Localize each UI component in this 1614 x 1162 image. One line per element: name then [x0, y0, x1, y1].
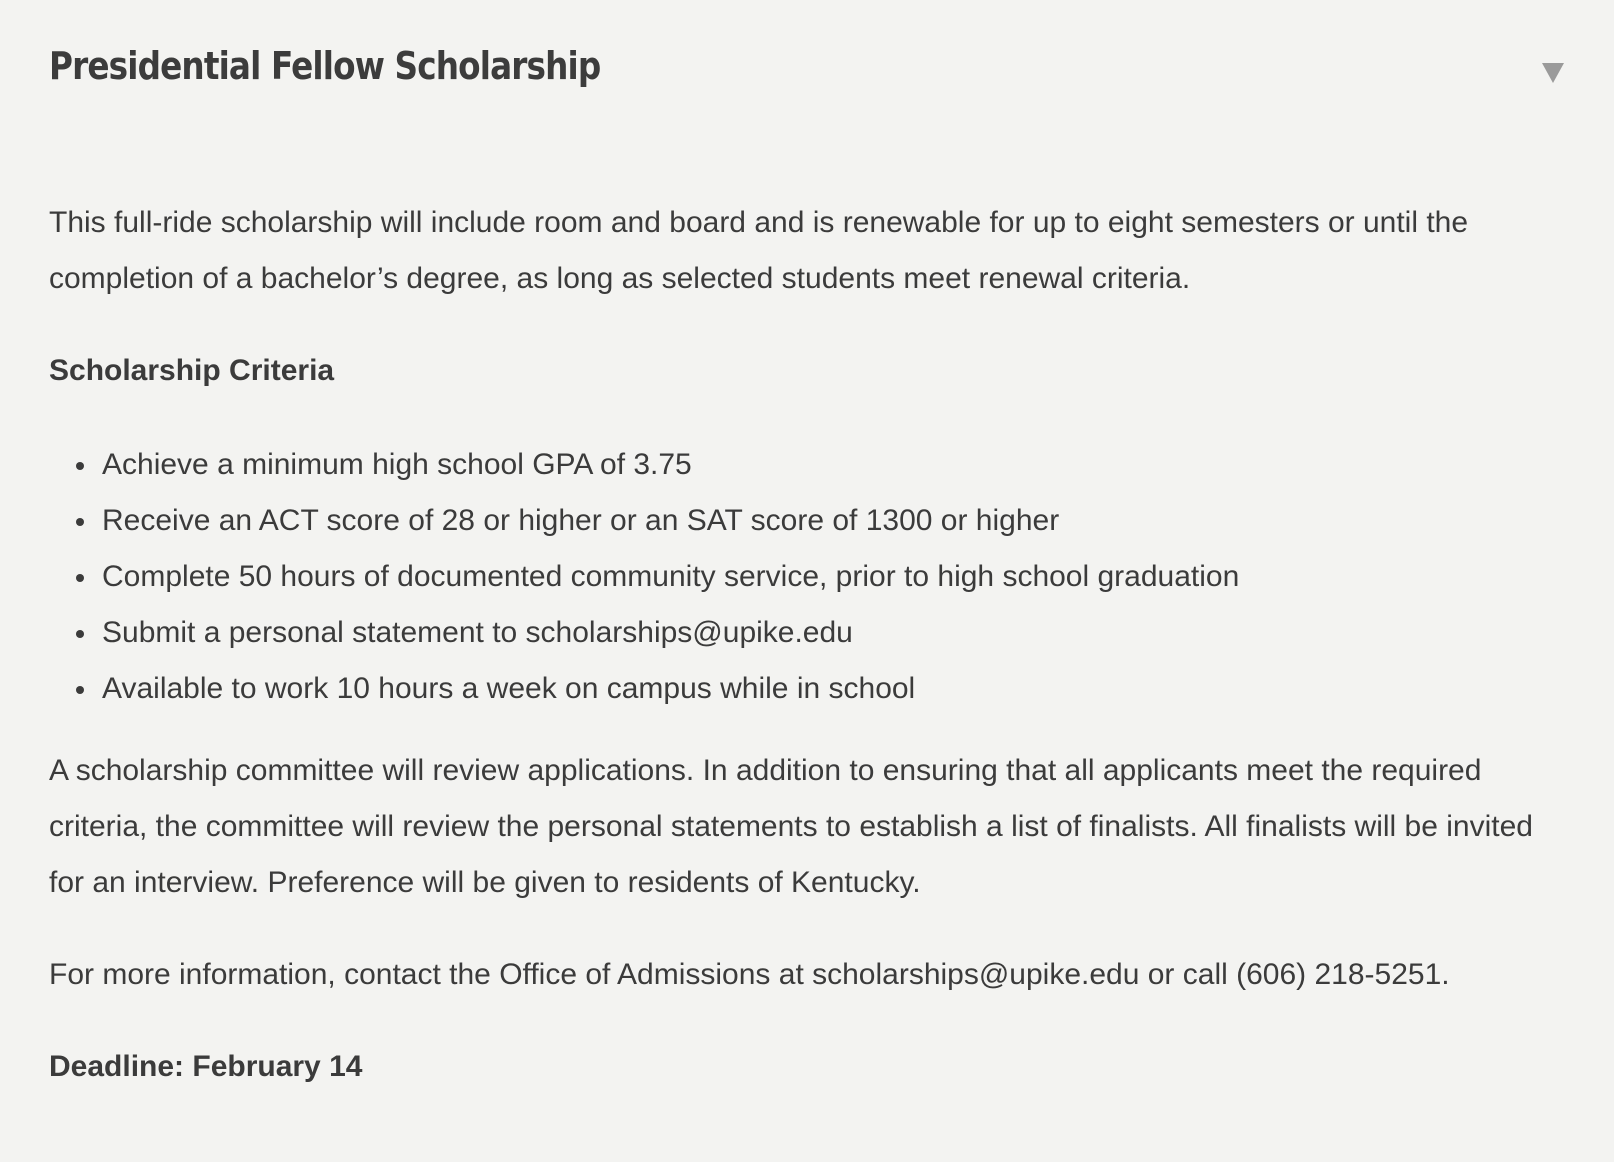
criteria-item: Achieve a minimum high school GPA of 3.75: [102, 437, 1569, 493]
criteria-item: Available to work 10 hours a week on campus while in school: [102, 661, 1569, 717]
contact-paragraph: For more information, contact the Office of Admissions at scholarships@upike.edu or call (606) 218-5251.: [49, 958, 1450, 991]
intro-paragraph: This full-ride scholarship will include room and board and is renewable for up to eight semesters or until the completion of a bachelor’s degree, as long as selected students meet renewal criteria.: [49, 206, 1469, 295]
criteria-item: Submit a personal statement to scholarships@upike.edu: [102, 605, 1569, 661]
criteria-item: Complete 50 hours of documented community service, prior to high school graduation: [102, 549, 1569, 605]
review-paragraph: A scholarship committee will review applications. In addition to ensuring that all applicants meet the required criteria, the committee will review the personal statements to establish a list of finalists. All finalists will be invited for an interview. Preference will be given to residents of Kentucky.: [49, 754, 1533, 899]
deadline-text: Deadline: February 14: [49, 1050, 363, 1083]
accordion-title[interactable]: Presidential Fellow Scholarship: [49, 44, 601, 88]
criteria-item: Receive an ACT score of 28 or higher or an SAT score of 1300 or higher: [102, 493, 1569, 549]
criteria-list: [49, 437, 1569, 717]
accordion-body: [49, 195, 1569, 1095]
accordion-header[interactable]: [49, 0, 1565, 150]
criteria-heading: Scholarship Criteria: [49, 354, 335, 387]
triangle-down-icon[interactable]: [1541, 62, 1565, 84]
